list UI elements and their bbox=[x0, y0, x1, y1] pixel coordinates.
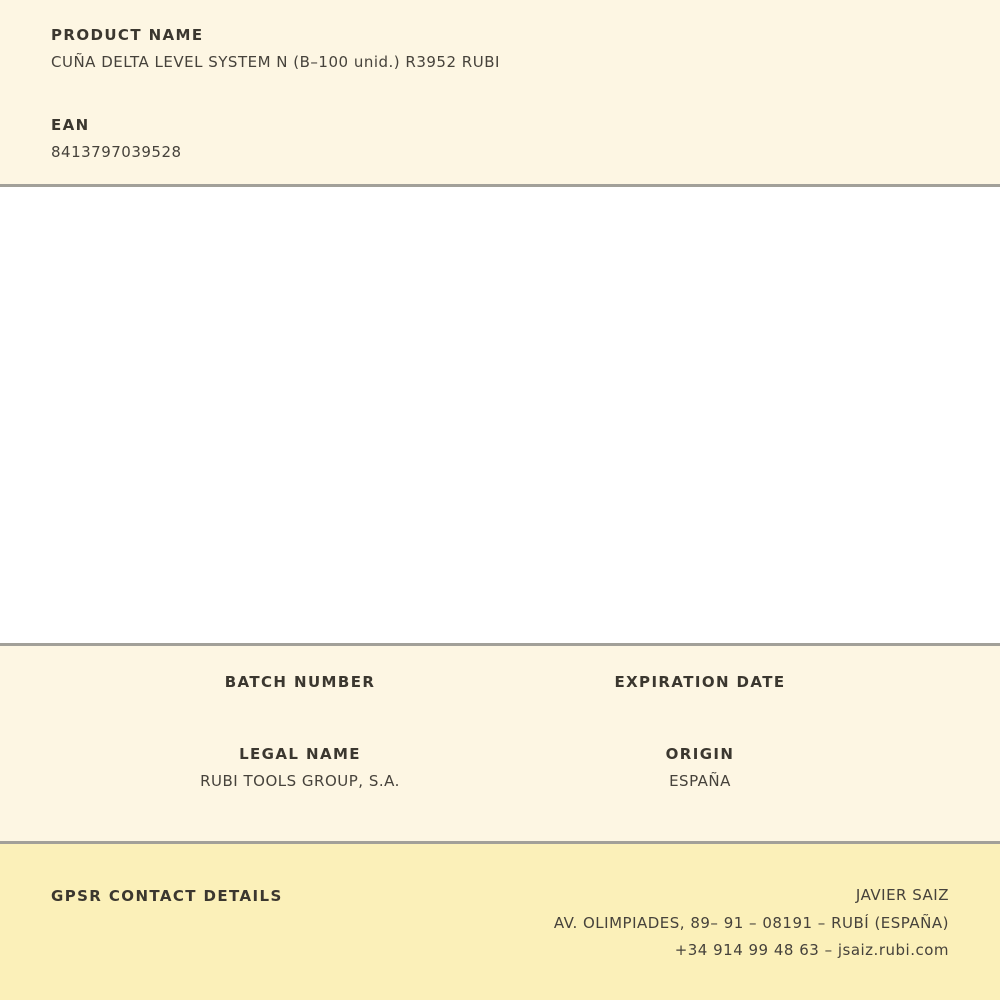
ean-field bbox=[51, 116, 949, 161]
product-name-value: CUÑA DELTA LEVEL SYSTEM N (B–100 unid.) R3952 RUBI bbox=[51, 53, 500, 71]
gpsr-contact-name: JAVIER SAIZ bbox=[855, 886, 949, 904]
gpsr-contact-address: AV. OLIMPIADES, 89– 91 – 08191 – RUBÍ (ESPAÑA) bbox=[553, 913, 949, 932]
product-name-field bbox=[51, 26, 949, 71]
batch-number-label: BATCH NUMBER bbox=[224, 673, 376, 691]
legal-name-value: RUBI TOOLS GROUP, S.A. bbox=[200, 772, 400, 790]
gpsr-contact-details-label: GPSR CONTACT DETAILS bbox=[51, 887, 283, 905]
batch-number-field bbox=[100, 673, 500, 691]
product-details-section bbox=[0, 646, 1000, 841]
gpsr-contact-block bbox=[554, 882, 949, 965]
expiration-date-field bbox=[500, 673, 900, 691]
expiration-date-label: EXPIRATION DATE bbox=[614, 673, 786, 691]
details-row-batch-expiration bbox=[100, 673, 900, 691]
gpsr-contact-section bbox=[0, 844, 1000, 1000]
ean-value: 8413797039528 bbox=[51, 143, 182, 161]
details-row-legal-origin bbox=[100, 745, 900, 790]
legal-name-label: LEGAL NAME bbox=[239, 745, 361, 763]
origin-label: ORIGIN bbox=[665, 745, 735, 763]
origin-field bbox=[500, 745, 900, 790]
origin-value: ESPAÑA bbox=[669, 772, 731, 790]
product-header-section bbox=[0, 0, 1000, 184]
ean-label: EAN bbox=[51, 116, 90, 134]
gpsr-contact-phone-web: +34 914 99 48 63 – jsaiz.rubi.com bbox=[674, 941, 949, 959]
product-name-label: PRODUCT NAME bbox=[51, 26, 204, 44]
product-image-area bbox=[0, 187, 1000, 643]
legal-name-field bbox=[100, 745, 500, 790]
